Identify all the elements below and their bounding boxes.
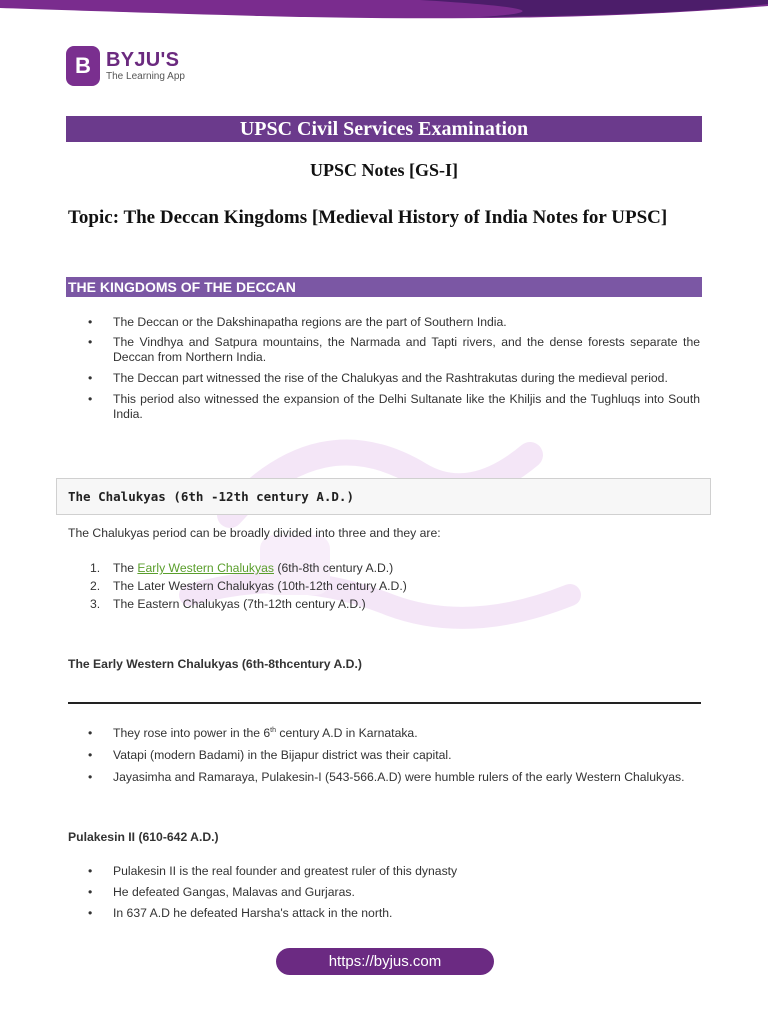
pulakesin-bullet-list [88, 864, 700, 921]
footer-url-button[interactable]: https://byjus.com [276, 948, 494, 975]
list-item: • He defeated Gangas, Malavas and Gurjaras. [88, 885, 700, 900]
early-western-heading: The Early Western Chalukyas (6th-8thcentury A.D.) [68, 657, 362, 671]
list-item: • The Deccan or the Dakshinapatha regions are the part of Southern India. [88, 315, 700, 330]
list-item: • Jayasimha and Ramaraya, Pulakesin-I (543-566.A.D) were humble rulers of the early Western Chalukyas. [88, 770, 700, 785]
topic-heading: Topic: The Deccan Kingdoms [Medieval History of India Notes for UPSC] [68, 207, 668, 228]
list-number: 3. [90, 597, 101, 611]
chalukyas-heading-box: The Chalukyas (6th -12th century A.D.) [56, 478, 711, 515]
logo-mark-icon: B [66, 46, 100, 86]
list-item: • Pulakesin II is the real founder and greatest ruler of this dynasty [88, 864, 700, 879]
early-western-bullet-list [88, 726, 700, 785]
notes-title: UPSC Notes [GS-I] [310, 160, 458, 180]
pulakesin-heading: Pulakesin II (610-642 A.D.) [68, 830, 219, 844]
kingdoms-bullet-list [88, 315, 700, 422]
top-decorative-band [0, 0, 768, 20]
chalukyas-intro: The Chalukyas period can be broadly divided into three and they are: [68, 526, 441, 540]
list-item-prefix: The [113, 561, 138, 575]
list-item [90, 559, 690, 577]
list-item-text: century A.D in Karnataka. [276, 726, 418, 740]
list-item: • The Vindhya and Satpura mountains, the Narmada and Tapti rivers, and the dense forests separate the Deccan from Northern India. [88, 335, 700, 365]
exam-banner: UPSC Civil Services Examination [66, 116, 702, 142]
early-western-chalukyas-link[interactable]: Early Western Chalukyas [137, 561, 274, 575]
logo-tagline: The Learning App [106, 71, 185, 82]
list-item [90, 577, 690, 595]
list-number: 1. [90, 561, 101, 575]
chalukyas-numbered-list [90, 559, 690, 613]
section-heading-kingdoms: THE KINGDOMS OF THE DECCAN [66, 277, 702, 297]
list-item-suffix: (6th-8th century A.D.) [274, 561, 394, 575]
logo-name: BYJU'S [106, 49, 180, 71]
list-item-text: They rose into power in the 6 [113, 726, 271, 740]
divider [68, 702, 701, 704]
list-item [90, 595, 690, 613]
list-number: 2. [90, 579, 101, 593]
superscript: th [270, 726, 277, 734]
list-item-text: The Eastern Chalukyas (7th-12th century A.D.) [113, 597, 366, 611]
byjus-logo[interactable] [66, 44, 185, 88]
list-item [88, 726, 700, 741]
list-item: • In 637 A.D he defeated Harsha's attack in the north. [88, 906, 700, 921]
list-item-text: The Later Western Chalukyas (10th-12th century A.D.) [113, 579, 407, 593]
list-item: • This period also witnessed the expansion of the Delhi Sultanate like the Khiljis and the Tughluqs into South India. [88, 392, 700, 422]
list-item: • The Deccan part witnessed the rise of the Chalukyas and the Rashtrakutas during the medieval period. [88, 371, 700, 386]
list-item: • Vatapi (modern Badami) in the Bijapur district was their capital. [88, 748, 700, 763]
